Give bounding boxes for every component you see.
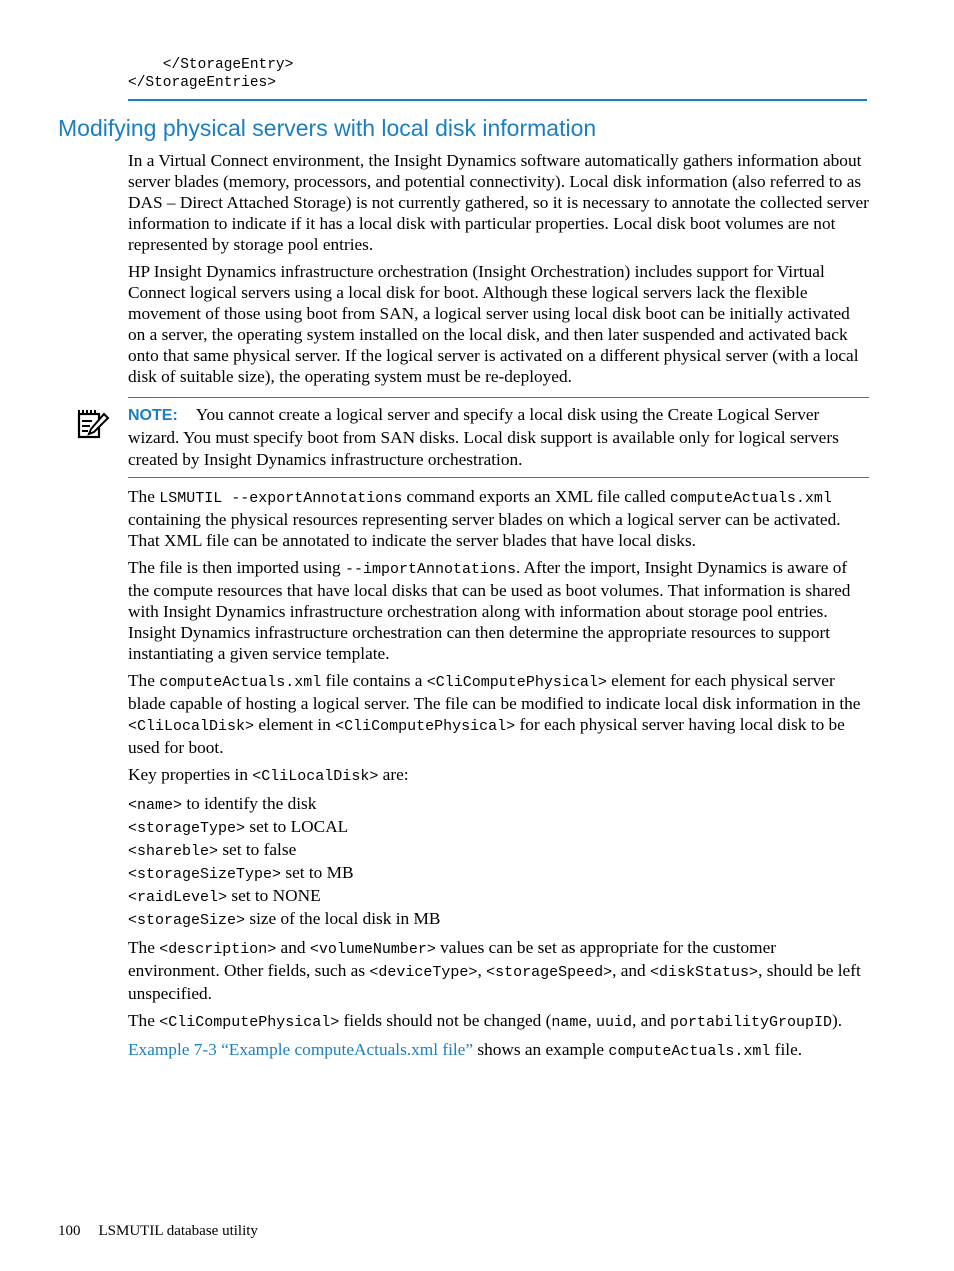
note-text: You cannot create a logical server and specify a local disk using the Create Logical Server wizard. You must specify boot from SAN disks. Local disk support is available only for logical servers created by Insight Dynamics infrastructure orchestration. — [128, 405, 839, 469]
text-run: file. — [770, 1040, 803, 1059]
text-run: values can be set as appropriate for the customer environment. Other fields, such as — [128, 938, 777, 980]
element-code: <description> — [159, 941, 277, 958]
text-run: , and — [612, 961, 651, 980]
property-desc: set to false — [218, 840, 297, 859]
field-code: name — [551, 1014, 588, 1031]
paragraph-export — [128, 486, 869, 551]
text-run: fields should not be changed ( — [339, 1011, 552, 1030]
property-item — [128, 839, 869, 862]
command-code: LSMUTIL --exportAnnotations — [159, 490, 403, 507]
text-run: The — [128, 938, 160, 957]
paragraph-compute-actuals — [128, 670, 869, 758]
field-code: uuid — [596, 1014, 633, 1031]
text-run: , and — [632, 1011, 670, 1030]
example-link[interactable]: Example 7-3 “Example computeActuals.xml file” — [128, 1040, 474, 1059]
code-line: </StorageEntries> — [128, 75, 276, 91]
property-item — [128, 908, 869, 931]
text-run: and — [276, 938, 310, 957]
property-tag: <name> — [128, 797, 183, 814]
property-desc: set to NONE — [227, 886, 321, 905]
paragraph-key-properties — [128, 764, 869, 787]
filename-code: computeActuals.xml — [669, 490, 832, 507]
element-code: <CliLocalDisk> — [252, 768, 379, 785]
section-divider — [128, 99, 867, 101]
text-run: Key properties in — [128, 765, 253, 784]
property-item — [128, 816, 869, 839]
property-desc: to identify the disk — [182, 794, 317, 813]
page-footer — [58, 1222, 258, 1240]
paragraph-import — [128, 557, 869, 664]
element-code: <CliComputePhysical> — [335, 718, 516, 735]
element-code: <diskStatus> — [650, 964, 759, 981]
element-code: <storageSpeed> — [486, 964, 613, 981]
text-run: The — [128, 671, 160, 690]
property-desc: set to MB — [281, 863, 354, 882]
paragraph-intro: In a Virtual Connect environment, the Insight Dynamics software automatically gathers information about server blades (memory, processors, and potential connectivity). Local disk information (also referred to as DAS – Direct Attached Storage) is not currently gathered, so it is necessary to annotate the collected server information to indicate if it has a local disk with particular properties. Local disk boot volumes are not represented by storage pool entries. — [128, 151, 869, 254]
text-run: shows an example — [473, 1040, 609, 1059]
text-run: for each physical server having local disk to be used for boot. — [128, 715, 845, 757]
property-item — [128, 862, 869, 885]
note-content — [128, 404, 869, 471]
text-run: command exports an XML file called — [402, 487, 670, 506]
text-run: The file is then imported using — [128, 558, 345, 577]
text-run: are: — [378, 765, 409, 784]
property-desc: size of the local disk in MB — [245, 909, 441, 928]
element-code: <CliComputePhysical> — [159, 1014, 340, 1031]
note-pencil-icon — [76, 406, 110, 440]
code-snippet — [128, 56, 293, 92]
paragraph-example-ref — [128, 1039, 869, 1062]
text-run: , — [587, 1011, 597, 1030]
code-line: </StorageEntry> — [128, 57, 294, 73]
text-run: . After the import, Insight Dynamics is aware of the compute resources that have local disks that can be used as boot volumes. That information is shared with Insight Dynamics infrastructure orchestration along with information about storage pool entries. Insight Dynamics infrastructure orchestration can then determine the appropriate resources to support instantiating a given service template. — [128, 558, 851, 663]
paragraph-orchestration: HP Insight Dynamics infrastructure orchestration (Insight Orchestration) includes support for Virtual Connect logical servers using a local disk for boot. Although these logical servers lack the flexible movement of those using boot from SAN, a logical server using local disk boot can be initially activated on a server, the operating system installed on the local disk, and then later suspended and activated back onto that same physical server. If the logical server is activated on a different physical server (with a local disk of suitable size), the operating system must be re-deployed. — [128, 262, 859, 386]
paragraph-unchanged-fields — [128, 1010, 869, 1033]
text-run: file contains a — [321, 671, 427, 690]
property-tag: <storageSizeType> — [128, 866, 282, 883]
property-desc: set to LOCAL — [245, 817, 349, 836]
element-code: <deviceType> — [369, 964, 478, 981]
text-run: containing the physical resources representing server blades on which a logical server can be activated. That XML file can be annotated to indicate the server blades that have local disks. — [128, 510, 841, 550]
paragraph-optional-fields — [128, 937, 869, 1004]
option-code: --importAnnotations — [344, 561, 516, 578]
property-tag: <storageSize> — [128, 912, 246, 929]
element-code: <CliComputePhysical> — [426, 674, 607, 691]
property-tag: <storageType> — [128, 820, 246, 837]
note-box — [128, 397, 869, 478]
field-code: portabilityGroupID — [669, 1014, 832, 1031]
note-label: NOTE: — [128, 407, 178, 424]
text-run: ). — [831, 1011, 843, 1030]
text-run: element in — [254, 715, 336, 734]
section-title: Modifying physical servers with local disk information — [58, 115, 597, 141]
element-code: <CliLocalDisk> — [128, 718, 255, 735]
filename-code: computeActuals.xml — [159, 674, 322, 691]
text-run: , — [477, 961, 487, 980]
property-list — [128, 793, 869, 931]
text-run: element for each physical server blade capable of hosting a logical server. The file can be modified to indicate local disk information in the — [128, 671, 861, 713]
body-text — [128, 150, 869, 1068]
element-code: <volumeNumber> — [309, 941, 436, 958]
text-run: , should be left unspecified. — [128, 961, 861, 1003]
property-tag: <shareble> — [128, 843, 219, 860]
property-item — [128, 793, 869, 816]
property-tag: <raidLevel> — [128, 889, 228, 906]
text-run: The — [128, 487, 160, 506]
property-item — [128, 885, 869, 908]
chapter-title: LSMUTIL database utility — [98, 1223, 258, 1239]
page-number: 100 — [58, 1223, 81, 1239]
filename-code: computeActuals.xml — [608, 1043, 771, 1060]
text-run: The — [128, 1011, 160, 1030]
